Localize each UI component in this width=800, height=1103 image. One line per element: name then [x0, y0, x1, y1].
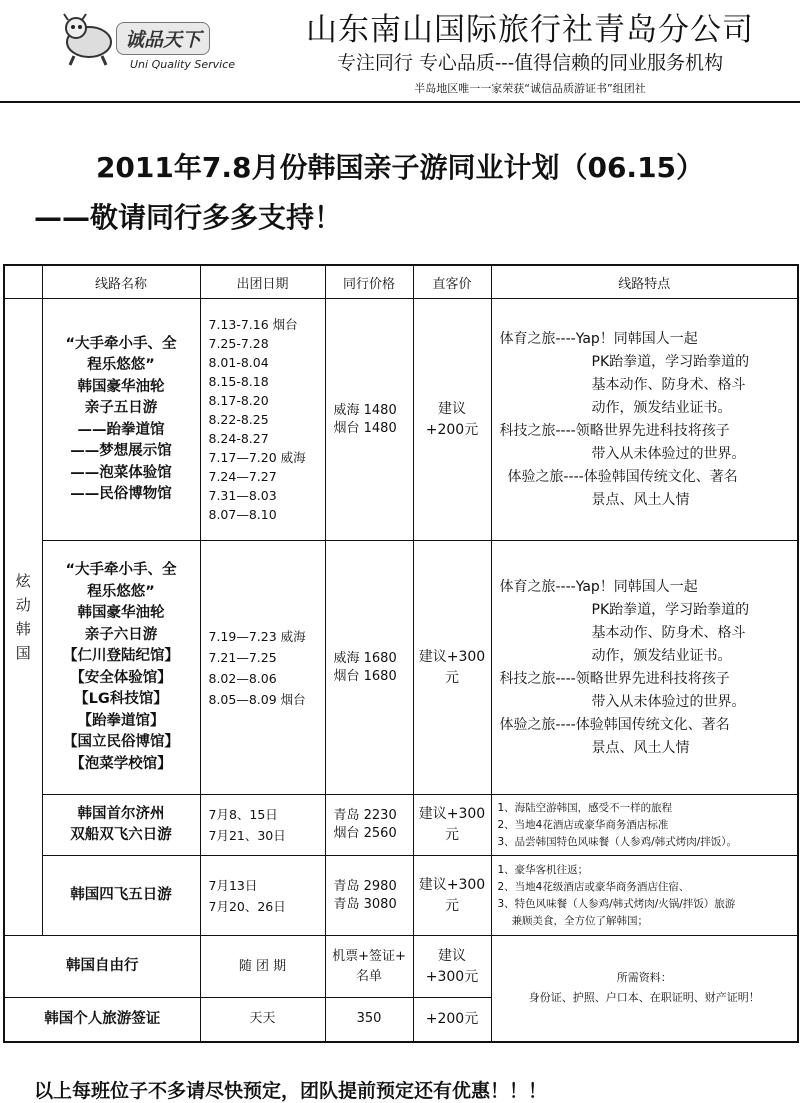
page-subtitle: ——敬请同行多多支持！: [34, 201, 343, 234]
feature-line: 动作，颁发结业证书。: [591, 647, 732, 664]
table-row: [4, 856, 798, 936]
table-row: [4, 936, 798, 998]
route-name-line: 韩国首尔济州: [77, 805, 165, 822]
table-row: [4, 299, 798, 541]
direct-price: [413, 299, 491, 541]
header-dates: 出团日期: [200, 265, 325, 299]
route-name-line: 双船双飞六日游: [70, 827, 172, 843]
date-line: 7月20、26日: [208, 898, 286, 914]
logo-text: 诚品天下: [116, 22, 210, 55]
docs-list: 身份证、护照、户口本、在职证明、财产证明！: [528, 991, 760, 1005]
direct-price-line: 建议+300: [418, 876, 486, 893]
feature-line: 体验之旅----体验韩国传统文化、著名: [499, 716, 730, 733]
feature-line: 带入从未体验过的世界。: [591, 445, 746, 462]
route-name: [42, 299, 200, 541]
date-line: 随 团 期: [238, 958, 287, 974]
route-name-line: 【安全体验馆】: [70, 669, 172, 686]
direct-price-line: 元: [445, 827, 459, 843]
feature-line: 景点、风土人情: [591, 491, 690, 508]
route-name-line: 韩国个人旅游签证: [44, 1010, 161, 1027]
route-name: [42, 856, 200, 936]
feature-line: PK跆拳道，学习跆拳道的: [591, 353, 750, 370]
header-trade-price: 同行价格: [325, 265, 413, 299]
feature-line: 2、当地4花级酒店或豪华商务酒店住宿、: [497, 880, 690, 893]
price-line: 烟台 2560: [333, 826, 397, 841]
direct-price-line: 元: [445, 897, 459, 914]
price-line: 烟台 1480: [333, 420, 397, 436]
company-honor: 半岛地区唯一一家荣获“诚信品质游证书”组团社: [414, 82, 646, 95]
date-line: 7.13-7.16 烟台: [208, 317, 298, 332]
trade-price: [325, 998, 413, 1042]
price-line: 威海 1680: [333, 650, 397, 666]
route-name-line: 亲子五日游: [84, 400, 158, 416]
direct-price: [413, 541, 491, 795]
direct-price: [413, 936, 491, 998]
feature-line: 3、品尝韩国特色风味餐（人参鸡/韩式烤肉/拌饭）。: [497, 835, 738, 848]
date-line: 8.15-8.18: [208, 374, 269, 389]
feature-line: 动作，颁发结业证书。: [591, 399, 732, 416]
cow-mascot-icon: [54, 12, 124, 66]
company-slogan: 专注同行 专心品质---值得信赖的同业服务机构: [336, 52, 724, 74]
route-name: [4, 936, 200, 998]
company-name: 山东南山国际旅行社青岛分公司: [306, 12, 754, 48]
table-row: [4, 795, 798, 856]
direct-price-line: 建议+300: [418, 648, 486, 665]
price-line: 威海 1480: [333, 402, 397, 418]
direct-price-line: 元: [445, 669, 459, 686]
route-dates: [200, 541, 325, 795]
date-line: 8.07—8.10: [208, 507, 277, 522]
date-line: 8.05—8.09 烟台: [208, 691, 306, 707]
header-divider: [0, 101, 800, 103]
route-name-line: ——梦想展示馆: [70, 443, 172, 459]
table-row: [4, 541, 798, 795]
direct-price: [413, 856, 491, 936]
route-features: [491, 299, 798, 541]
route-name-line: ——跆拳道馆: [77, 421, 165, 438]
route-name: [4, 998, 200, 1042]
route-name-line: ——泡菜体验馆: [70, 464, 172, 481]
route-name-line: 亲子六日游: [84, 626, 158, 643]
route-dates: [200, 856, 325, 936]
header: [0, 0, 800, 108]
date-line: 7.31—8.03: [208, 488, 277, 503]
date-line: 7月13日: [208, 877, 258, 893]
direct-price: [413, 998, 491, 1042]
direct-price-line: 建议: [438, 947, 466, 964]
route-name: [42, 795, 200, 856]
price-line: 烟台 1680: [333, 668, 397, 684]
feature-line: 基本动作、防身术、格斗: [591, 624, 746, 641]
feature-line: 兼顾美食，全方位了解韩国；: [511, 914, 648, 927]
feature-line: 基本动作、防身术、格斗: [591, 376, 746, 393]
route-name-line: 韩国四飞五日游: [70, 886, 172, 903]
feature-line: 带入从未体验过的世界。: [591, 693, 746, 710]
company-logo: [48, 6, 253, 76]
feature-line: 3、特色风味餐（人参鸡/韩式烤肉/火锅/拌饭）旅游: [497, 897, 736, 910]
price-line: 青岛 2980: [333, 878, 397, 894]
header-region: [4, 265, 42, 299]
route-name: [42, 541, 200, 795]
feature-line: 1、海陆空游韩国，感受不一样的旅程: [497, 801, 673, 814]
route-name-line: 【泡菜学校馆】: [70, 755, 172, 772]
date-line: 7.19—7.23 威海: [208, 628, 306, 644]
direct-price-line: +300元: [425, 968, 479, 985]
route-dates: [200, 795, 325, 856]
date-line: 7.17—7.20 威海: [208, 450, 306, 465]
date-line: 8.02—8.06: [208, 670, 277, 686]
route-dates: [200, 299, 325, 541]
route-name-line: 【跆拳道馆】: [77, 712, 165, 729]
header-direct-price: 直客价: [413, 265, 491, 299]
date-line: 7.25-7.28: [208, 336, 269, 351]
route-table-wrapper: [3, 264, 797, 1043]
feature-line: 1、豪华客机往返；: [497, 863, 589, 876]
feature-line: 体育之旅----Yap！同韩国人一起: [499, 578, 698, 595]
route-name-line: 韩国自由行: [66, 957, 139, 974]
feature-line: 景点、风土人情: [591, 739, 690, 756]
direct-price: [413, 795, 491, 856]
trade-price: [325, 299, 413, 541]
trade-price: [325, 936, 413, 998]
route-table: [3, 264, 799, 1043]
route-dates: [200, 998, 325, 1042]
route-features: [491, 541, 798, 795]
direct-price-line: +200元: [425, 421, 479, 438]
route-name-line: 程乐悠悠”: [87, 357, 155, 373]
price-line: 青岛 3080: [333, 896, 397, 912]
route-name-line: “大手牵小手、全: [65, 335, 177, 352]
footer-note: 以上每班位子不多请尽快预定，团队提前预定还有优惠！！！: [34, 1080, 548, 1102]
feature-line: 科技之旅----领略世界先进科技将孩子: [499, 422, 730, 439]
header-route-name: 线路名称: [42, 265, 200, 299]
date-line: 8.17-8.20: [208, 393, 269, 408]
route-name-line: 程乐悠悠”: [87, 583, 155, 600]
date-line: 7月21、30日: [208, 828, 286, 843]
route-name-line: “大手牵小手、全: [65, 562, 177, 578]
route-name-line: 韩国豪华油轮: [77, 378, 165, 395]
feature-line: 科技之旅----领略世界先进科技将孩子: [499, 670, 730, 687]
route-name-line: 【仁川登陆纪馆】: [63, 648, 179, 664]
table-header-row: [4, 265, 798, 299]
price-line: 350: [356, 1011, 382, 1027]
feature-line: PK跆拳道，学习跆拳道的: [591, 601, 750, 618]
logo-subtitle: Uni Quality Service: [130, 58, 236, 71]
date-line: 8.22-8.25: [208, 412, 269, 427]
feature-line: 体验之旅----体验韩国传统文化、著名: [507, 468, 738, 485]
date-line: 8.24-8.27: [208, 431, 269, 446]
route-name-line: ——民俗博物馆: [70, 486, 172, 502]
date-line: 7.24—7.27: [208, 469, 277, 484]
price-line: 机票+签证+: [332, 948, 406, 964]
route-name-line: 【LG科技馆】: [74, 691, 168, 707]
route-dates: [200, 936, 325, 998]
route-features: [491, 856, 798, 936]
feature-line: 2、当地4花酒店或豪华商务酒店标准: [497, 818, 669, 831]
required-documents: [491, 936, 798, 1042]
trade-price: [325, 795, 413, 856]
route-name-line: 【国立民俗博馆】: [63, 734, 179, 750]
date-line: 7.21—7.25: [208, 649, 277, 665]
date-line: 8.01-8.04: [208, 355, 269, 370]
trade-price: [325, 541, 413, 795]
price-line: 名单: [355, 968, 382, 984]
header-features: 线路特点: [491, 265, 798, 299]
direct-price-line: +200元: [425, 1010, 479, 1027]
route-features: [491, 795, 798, 856]
feature-line: 体育之旅----Yap！同韩国人一起: [499, 330, 698, 347]
trade-price: [325, 856, 413, 936]
price-line: 青岛 2230: [333, 808, 397, 823]
route-name-line: 韩国豪华油轮: [77, 605, 165, 621]
direct-price-line: 建议: [438, 400, 466, 417]
region-cell: [4, 299, 42, 936]
direct-price-line: 建议+300: [418, 806, 486, 822]
date-line: 7月8、15日: [208, 807, 278, 822]
region-label: 炫动韩国: [15, 572, 31, 662]
page-title: 2011年7.8月份韩国亲子游同业计划（06.15）: [95, 151, 705, 184]
docs-title: 所需资料：: [616, 971, 672, 985]
date-line: 天天: [249, 1011, 276, 1027]
